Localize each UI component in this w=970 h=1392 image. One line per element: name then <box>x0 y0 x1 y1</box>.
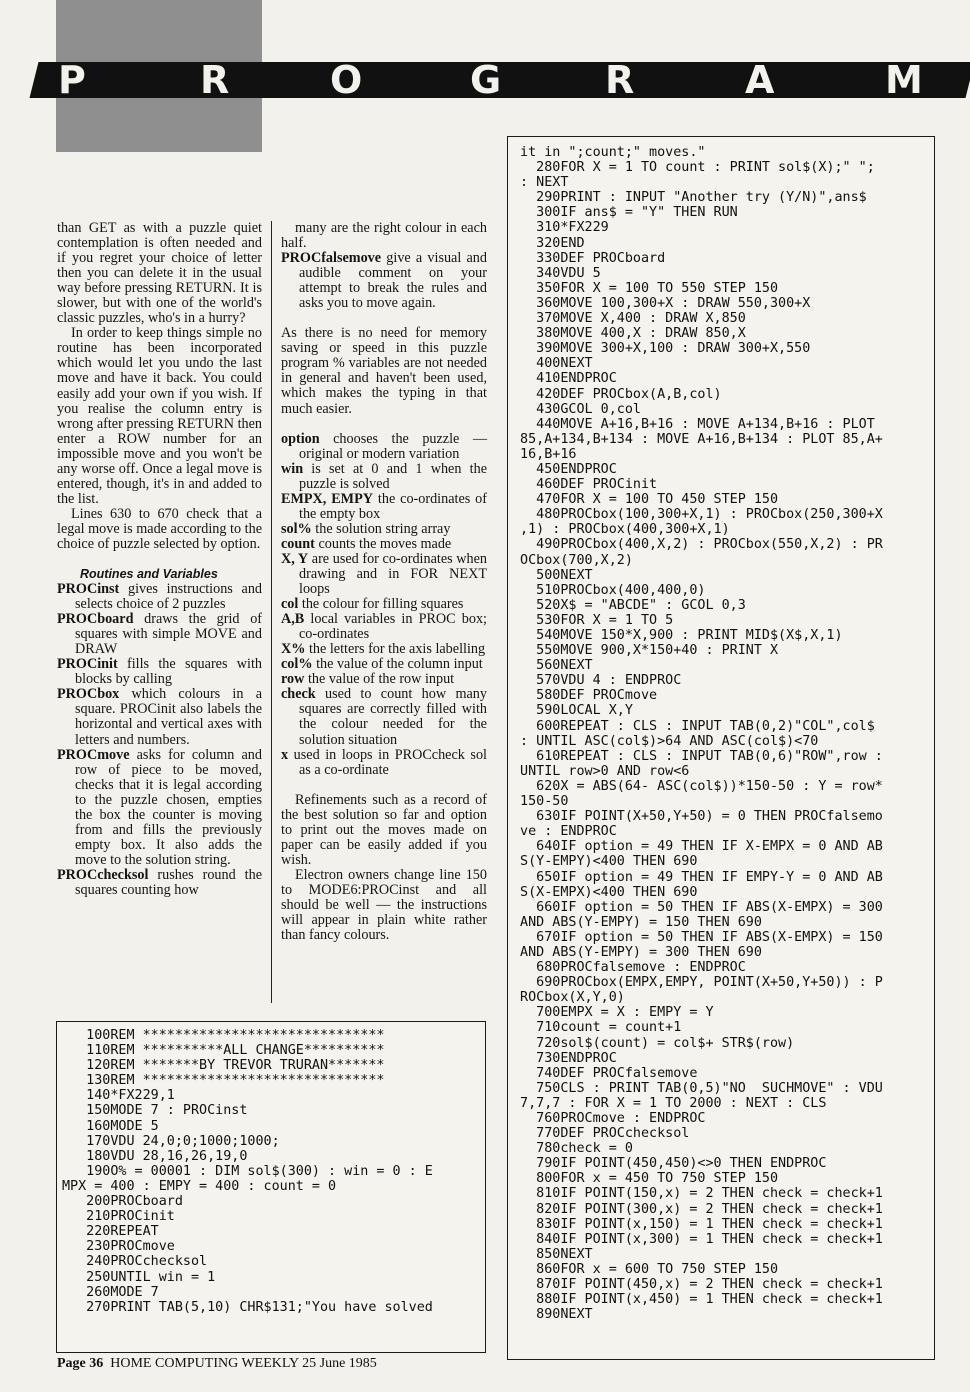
term: col <box>281 596 299 613</box>
definition-item <box>281 748 487 778</box>
term-desc: the value of the row input <box>307 671 455 688</box>
definition-item <box>281 462 487 492</box>
term-desc: asks for column and row of piece to be moved, checks that it is legal according to the puzzle chosen, empties the box the counter is moving from and fills the previously empty box. It also adds the move to the solution string. <box>75 746 262 868</box>
program-banner-letters <box>40 58 970 102</box>
term-desc: draws the grid of squares with simple MOVE and DRAW <box>75 611 263 658</box>
term: EMPX, EMPY <box>281 490 373 507</box>
term-desc: fills the squares with blocks by calling <box>75 656 262 688</box>
term: check <box>281 686 316 703</box>
definition-item <box>281 492 487 522</box>
definition-item <box>57 657 262 687</box>
paragraph: Refinements such as a record of the best solution so far and option to print out the moves made on paper can be easily added if you wish. <box>281 791 487 868</box>
term-desc: is set at 0 and 1 when the puzzle is solved <box>299 460 487 492</box>
term-desc: the value of the column input <box>316 656 483 673</box>
article-column-2 <box>281 221 487 943</box>
definition-item <box>281 672 487 687</box>
term-desc: the solution string array <box>315 520 451 537</box>
definition-item <box>281 432 487 462</box>
definition-item <box>57 868 262 898</box>
term-desc: chooses the puzzle — original or modern variation <box>299 430 488 462</box>
term-desc: counts the moves made <box>318 535 452 552</box>
banner-letter: R <box>605 58 635 102</box>
paragraph: than GET as with a puzzle quiet contemplation is often needed and if you regret your choice of letter then you can delete it in the usual way before pressing RETURN. It is slower, but with one of the world's classic puzzles, who's in a hurry? <box>57 220 262 327</box>
definition-item <box>57 748 262 868</box>
term: PROCboard <box>57 611 134 628</box>
term-desc: are used for co-ordinates when drawing and in FOR NEXT loops <box>299 550 488 598</box>
term: A,B <box>281 611 305 628</box>
term: count <box>281 535 315 552</box>
term-desc: used in loops in PROCcheck sol as a co-ordinate <box>293 746 487 778</box>
term: row <box>281 671 305 688</box>
page-footer <box>57 1356 377 1372</box>
definition-item <box>57 582 262 612</box>
definition-item <box>281 251 487 311</box>
term: PROCbox <box>57 686 120 703</box>
term-desc: the colour for filling squares <box>301 596 464 613</box>
definition-item <box>57 687 262 747</box>
term-desc: which colours in a square. PROCinit also labels the horizontal and vertical axes with letters and numbers. <box>75 686 262 748</box>
term-desc: local variables in PROC box; co-ordinates <box>299 611 487 643</box>
section-heading: Routines and Variables <box>80 567 218 582</box>
paragraph: In order to keep things simple no routine has been incorporated which would let you undo the last move and have it back. You could easily add your own if you wish. If you realise the column entry is wrong after pressing RETURN then enter a ROW number for an impossible move and you won't be any worse off. Once a legal move is entered, though, it's in and added to the list. <box>57 325 262 507</box>
column-divider <box>271 221 272 1003</box>
term: x <box>281 746 289 763</box>
paragraph: Electron owners change line 150 to MODE6:PROCinst and all should be well — the instructions will appear in plain white rather than fancy colours. <box>281 866 487 944</box>
term-desc: rushes round the squares counting how <box>75 866 263 898</box>
term: PROCmove <box>57 746 130 763</box>
article-column-1 <box>57 221 262 898</box>
definition-item <box>281 612 487 642</box>
term: X, Y <box>281 550 309 567</box>
term: X% <box>281 641 306 658</box>
page-number: Page 36 <box>57 1356 104 1371</box>
term: PROCinit <box>57 656 118 673</box>
term: col% <box>281 656 313 673</box>
banner-letter: P <box>58 58 86 102</box>
paragraph: many are the right colour in each half. <box>281 220 487 252</box>
definition-item <box>281 552 487 597</box>
publication-line: HOME COMPUTING WEEKLY 25 June 1985 <box>110 1356 377 1371</box>
code-listing-right: it in ";count;" moves." 280FOR X = 1 TO count : PRINT sol$(X);" "; : NEXT 290PRINT : INPUT "Another try (Y/N)",ans$ 300IF ans$ = "Y" THEN RUN 310*FX229 320END 330DEF PROCboard 340VDU 5 350FOR X = 100 TO 550 STEP 150 360MOVE 100,300+X : DRAW 550,300+X 370MOVE X,400 : DRAW X,850 380MOVE 400,X : DRAW 850,X 390MOVE 300+X,100 : DRAW 300+X,550 400NEXT 410ENDPROC 420DEF PROCbox(A,B,col) 430GCOL 0,col 440MOVE A+16,B+16 : MOVE A+134,B+16 : PLOT 85,A+134,B+134 : MOVE A+16,B+134 : PLOT 85,A+ 16,B+16 450ENDPROC 460DEF PROCinit 470FOR X = 100 TO 450 STEP 150 480PROCbox(100,300+X,1) : PROCbox(250,300+X ,1) : PROCbox(400,300+X,1) 490PROCbox(400,X,2) : PROCbox(550,X,2) : PR OCbox(700,X,2) 500NEXT 510PROCbox(400,400,0) 520X$ = "ABCDE" : GCOL 0,3 530FOR X = 1 TO 5 540MOVE 150*X,900 : PRINT MID$(X$,X,1) 550MOVE 900,X*150+40 : PRINT X 560NEXT 570VDU 4 : ENDPROC 580DEF PROCmove 590LOCAL X,Y 600REPEAT : CLS : INPUT TAB(0,2)"COL",col$ : UNTIL ASC(col$)>64 AND ASC(col$)<70 610REPEAT : CLS : INPUT TAB(0,6)"ROW",row : UNTIL row>0 AND row<6 620X = ABS(64- ASC(col$))*150-50 : Y = row* 150-50 630IF POINT(X+50,Y+50) = 0 THEN PROCfalsemo ve : ENDPROC 640IF option = 49 THEN IF X-EMPX = 0 AND AB S(Y-EMPY)<400 THEN 690 650IF option = 49 THEN IF EMPY-Y = 0 AND AB S(X-EMPX)<400 THEN 690 660IF option = 50 THEN IF ABS(X-EMPX) = 300 AND ABS(Y-EMPY) = 150 THEN 690 670IF option = 50 THEN IF ABS(X-EMPX) = 150 AND ABS(Y-EMPY) = 300 THEN 690 680PROCfalsemove : ENDPROC 690PROCbox(EMPX,EMPY, POINT(X+50,Y+50)) : P ROCbox(X,Y,0) 700EMPX = X : EMPY = Y 710count = count+1 720sol$(count) = col$+ STR$(row) 730ENDPROC 740DEF PROCfalsemove 750CLS : PRINT TAB(0,5)"NO SUCHMOVE" : VDU 7,7,7 : FOR X = 1 TO 2000 : NEXT : CLS 760PROCmove : ENDPROC 770DEF PROCchecksol 780check = 0 790IF POINT(450,450)<>0 THEN ENDPROC 800FOR x = 450 TO 750 STEP 150 810IF POINT(150,x) = 2 THEN check = check+1 820IF POINT(300,x) = 2 THEN check = check+1 830IF POINT(x,150) = 1 THEN check = check+1 840IF POINT(x,300) = 1 THEN check = check+1 850NEXT 860FOR x = 600 TO 750 STEP 150 870IF POINT(450,x) = 2 THEN check = check+1 880IF POINT(x,450) = 1 THEN check = check+1 890NEXT <box>520 145 883 1323</box>
paragraph: As there is no need for memory saving or speed in this puzzle program % variables are not needed in general and haven't been used, which makes the typing in that much easier. <box>281 325 487 417</box>
term-desc: the co-ordinates of the empty box <box>299 490 487 522</box>
term-desc: give a visual and audible comment on your attempt to break the rules and asks you to move again. <box>299 250 487 312</box>
code-listing-left: 100REM ****************************** 110REM **********ALL CHANGE********** 120REM *******BY TREVOR TRURAN******* 130REM ****************************** 140*FX229,1 150MODE 7 : PROCinst 160MODE 5 170VDU 24,0;0;1000;1000; 180VDU 28,16,26,19,0 190O% = 00001 : DIM sol$(300) : win = 0 : E MPX = 400 : EMPY = 400 : count = 0 200PROCboard 210PROCinit 220REPEAT 230PROCmove 240PROCchecksol 250UNTIL win = 1 260MODE 7 270PRINT TAB(5,10) CHR$131;"You have solved <box>62 1028 433 1315</box>
term: PROCinst <box>57 581 120 598</box>
definition-item <box>281 537 487 552</box>
term: sol% <box>281 520 312 537</box>
term-desc: gives instructions and selects choice of 2 puzzles <box>75 581 263 613</box>
definition-item <box>281 657 487 672</box>
definition-item <box>57 612 262 657</box>
banner-letter: G <box>470 58 502 102</box>
term-desc: used to count how many squares are correctly filled with the colour needed for the solution situation <box>299 686 487 748</box>
term: win <box>281 460 304 477</box>
term: option <box>281 430 320 447</box>
paragraph: Lines 630 to 670 check that a legal move is made according to the choice of puzzle selected by option. <box>57 505 262 552</box>
definition-item <box>281 687 487 747</box>
banner-letter: R <box>200 58 230 102</box>
banner-letter: M <box>885 58 923 102</box>
term-desc: the letters for the axis labelling <box>308 641 486 658</box>
definition-item <box>281 642 487 657</box>
term: PROCfalsemove <box>281 250 382 267</box>
definition-item <box>281 522 487 537</box>
term: PROCchecksol <box>57 866 149 883</box>
banner-letter: A <box>745 58 775 102</box>
banner-letter: O <box>330 58 363 102</box>
definition-item <box>281 597 487 612</box>
